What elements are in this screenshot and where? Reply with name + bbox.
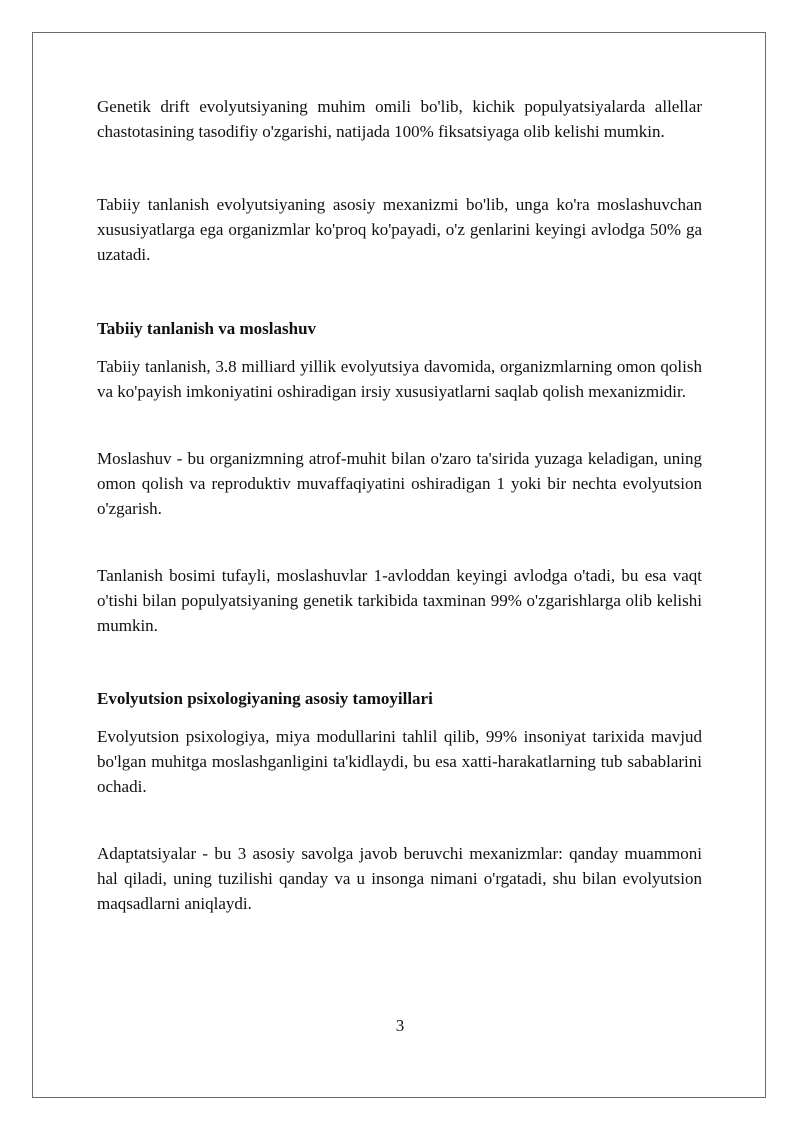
paragraph-evolutionary-psychology: Evolyutsion psixologiya, miya modullarini tahlil qilib, 99% insoniyat tarixida mavjud bo'lgan muhitga moslashganligini ta'kidlaydi, bu esa xatti-harakatlarning tub sabablarini ochadi. bbox=[97, 727, 702, 796]
section-heading-natural-selection: Tabiiy tanlanish va moslashuv bbox=[97, 319, 317, 338]
paragraph-natural-selection-intro: Tabiiy tanlanish evolyutsiyaning asosiy mexanizmi bo'lib, unga ko'ra moslashuvchan xususiyatlarga ega organizmlar ko'proq ko'payadi, o'z genlarini keyingi avlodga 50% ga uzatadi. bbox=[97, 195, 702, 264]
paragraph-natural-selection-mechanism: Tabiiy tanlanish, 3.8 milliard yillik evolyutsiya davomida, organizmlarning omon qolish va ko'payish imkoniyatini oshiradigan irsiy xususiyatlarni saqlab qolish mexanizmidir. bbox=[97, 357, 702, 401]
paragraph-adaptation-definition: Moslashuv - bu organizmning atrof-muhit bilan o'zaro ta'sirida yuzaga keladigan, uning omon qolish va reproduktiv muvaffaqiyatini oshiradigan 1 yoki bir nechta evolyutsion o'zgarish. bbox=[97, 449, 702, 518]
page-content bbox=[97, 94, 702, 916]
paragraph-selection-pressure: Tanlanish bosimi tufayli, moslashuvlar 1-avloddan keyingi avlodga o'tadi, bu esa vaqt o'tishi bilan populyatsiyaning genetik tarkibida taxminan 99% o'zgarishlarga olib kelishi mumkin. bbox=[97, 566, 702, 635]
paragraph-adaptations-questions: Adaptatsiyalar - bu 3 asosiy savolga javob beruvchi mexanizmlar: qanday muammoni hal qiladi, uning tuzilishi qanday va u insonga nimani o'rgatadi, shu bilan evolyutsion maqsadlarni aniqlaydi. bbox=[97, 844, 702, 913]
page-number: 3 bbox=[395, 1016, 405, 1035]
paragraph-genetic-drift: Genetik drift evolyutsiyaning muhim omili bo'lib, kichik populyatsiyalarda allellar chastotasining tasodifiy o'zgarishi, natijada 100% fiksatsiyaga olib kelishi mumkin. bbox=[97, 97, 702, 141]
section-heading-evolutionary-psychology: Evolyutsion psixologiyaning asosiy tamoyillari bbox=[97, 689, 433, 708]
